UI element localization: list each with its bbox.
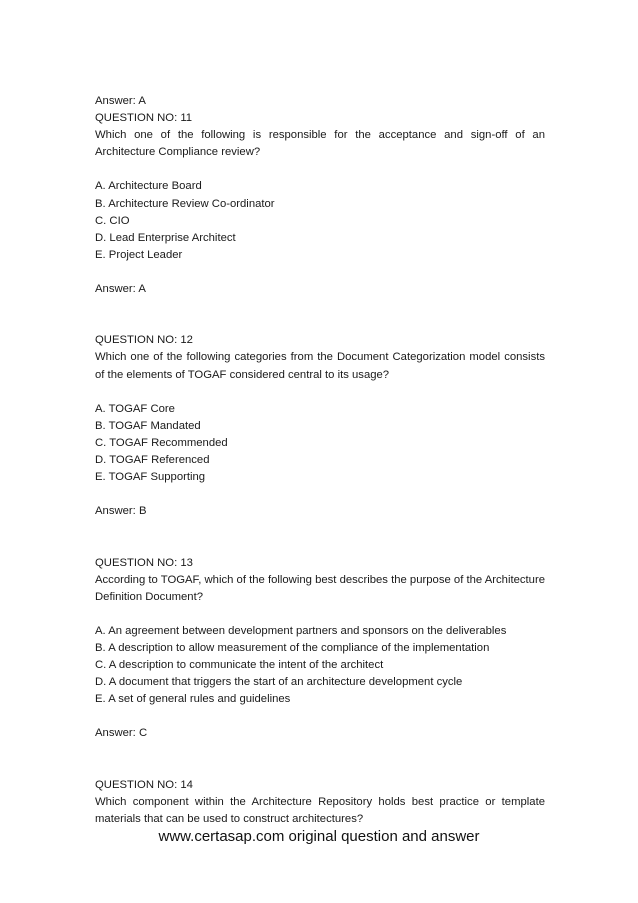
question-text-line: materials that can be used to construct architectures? <box>95 812 364 825</box>
question-text-line: According to TOGAF, which of the following best describes the purpose of the Architecture <box>95 573 545 586</box>
spacer <box>95 760 545 777</box>
question-block <box>95 110 545 332</box>
spacer <box>95 743 545 760</box>
question-number: QUESTION NO: 13 <box>95 556 193 569</box>
question-number: QUESTION NO: 11 <box>95 112 193 125</box>
question-block <box>95 332 545 554</box>
question-number: QUESTION NO: 14 <box>95 778 193 791</box>
answer-option: C. CIO <box>95 214 130 227</box>
answer-option: E. A set of general rules and guidelines <box>95 693 291 706</box>
question-text-line: Which one of the following is responsible for the acceptance and sign-off of an <box>95 129 545 142</box>
answer-option: B. A description to allow measurement of the compliance of the implementation <box>95 642 490 654</box>
answer-option: A. TOGAF Core <box>95 402 175 415</box>
spacer <box>95 298 545 315</box>
spacer <box>95 264 545 281</box>
answer-option: E. TOGAF Supporting <box>95 471 206 484</box>
question-block <box>95 777 545 828</box>
spacer <box>95 708 545 725</box>
spacer <box>95 537 545 554</box>
answer-option: C. A description to communicate the intent of the architect <box>95 659 384 672</box>
answer-option: D. TOGAF Referenced <box>95 453 210 466</box>
answer-option: C. TOGAF Recommended <box>95 436 228 449</box>
question-text-line: Definition Document? <box>95 590 204 603</box>
question-text-line: Which component within the Architecture Repository holds best practice or template <box>95 795 545 808</box>
answer-option: A. Architecture Board <box>95 180 202 193</box>
answer-option: D. Lead Enterprise Architect <box>95 231 236 244</box>
spacer <box>95 315 545 332</box>
page-content <box>95 93 545 828</box>
question-block <box>95 555 545 777</box>
answer-option: A. An agreement between development partners and sponsors on the deliverables <box>95 624 507 637</box>
question-text-line: of the elements of TOGAF considered central to its usage? <box>95 368 390 381</box>
question-text-line: Which one of the following categories from the Document Categorization model consists <box>95 351 545 364</box>
spacer <box>95 486 545 503</box>
answer-text: Answer: A <box>95 283 146 296</box>
answer-option: B. TOGAF Mandated <box>95 419 201 432</box>
question-text-line: Architecture Compliance review? <box>95 146 261 159</box>
answer-option: E. Project Leader <box>95 248 183 261</box>
page-footer: www.certasap.com original question and answer <box>158 828 480 845</box>
spacer <box>95 606 545 623</box>
answer-option: D. A document that triggers the start of an architecture development cycle <box>95 676 463 689</box>
spacer <box>95 520 545 537</box>
spacer <box>95 161 545 178</box>
spacer <box>95 384 545 401</box>
answer-option: B. Architecture Review Co-ordinator <box>95 197 275 210</box>
answer-text: Answer: C <box>95 727 148 740</box>
answer-text: Answer: B <box>95 505 147 518</box>
previous-answer: Answer: A <box>95 95 146 107</box>
question-number: QUESTION NO: 12 <box>95 334 193 347</box>
